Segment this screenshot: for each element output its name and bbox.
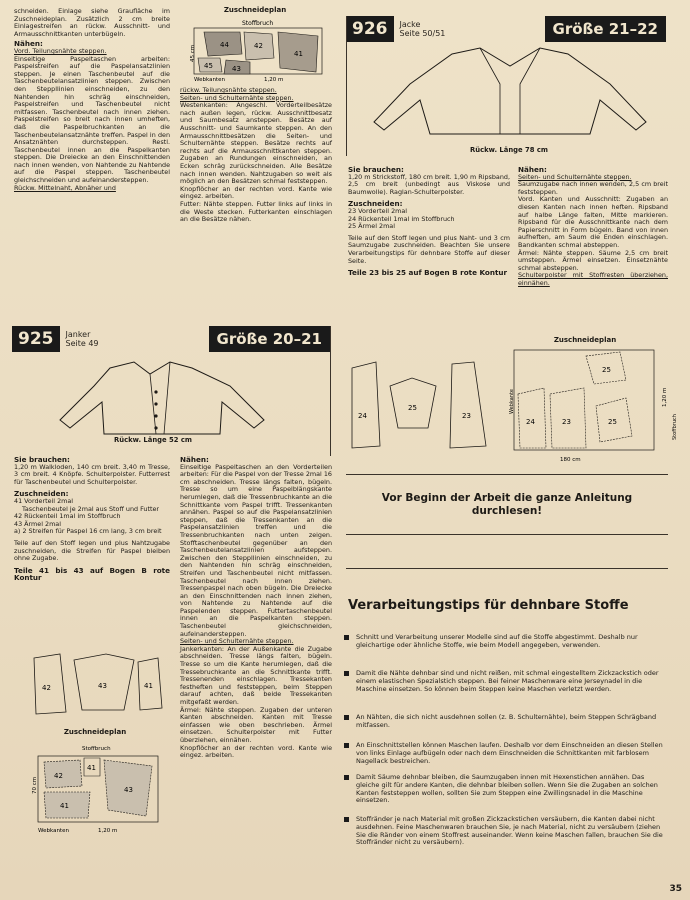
tip-item [344, 714, 666, 730]
step-line: Westenkanten: Angeschl. Vorderteilbesätze nach außen legen, rückw. Ausschnittbesatz und Saumbesatz ansteppen. Besätze auf Ausschnitt- und Saumkante steppen. An den Armausschnittbesätzen die Seiten- und Schulternähte steppen. Besätze rechts auf rechts auf die Armausschnittkanten steppen. Zugaben an Rundungen einschneiden, an Ecken schräg zurückschneiden. Alle Besätze nach innen wenden. Nahtzugaben so weit als möglich an den Besätzen schmal feststeppen. [180, 101, 332, 186]
cut-item: 25 Ärmel 2mal [348, 222, 395, 231]
janker-925-sketch [24, 356, 324, 442]
step-line: Einseitige Paspeltaschen arbeiten: Paspelstreifen auf die Paspelansatzlinien steppen. Je einen Taschenbeutel auf die Taschenbeutelansatzlinien steppen. Zwischen den Steppllinien einschneiden, zu den Nahtenden hin schräg einschneiden, Paspelstreifen und Taschenbeutel nicht mitfassen. Taschenbeutel nach innen ziehen. Paspelstreifen so breit nach innen umheften, daß die Paspelbruchkanten an die Taschenbeutelansatznähte treffen. Paspel in den Ansatznähten durchsteppen. Restl. Taschenbeutel innen an die Paspelkanten steppen. Die Dreiecke an den Einschnittenden nach innen wenden, von Nahtende zu Nahtende auf die Paspel steppen. Taschenbeutel gleichschneiden und aufeinandersteppen. [14, 54, 170, 185]
label-25: 25 [408, 404, 417, 412]
plan-925 [20, 728, 170, 840]
col-925-right [180, 456, 332, 760]
label-width: 1,20 m [264, 77, 284, 83]
tip-item [344, 670, 666, 693]
plan-title: Zuschneideplan [553, 336, 617, 344]
cut-heading: Zuschneiden: [348, 199, 403, 209]
tip-item [344, 634, 666, 650]
label-stoffbruch: Stoffbruch [82, 746, 111, 752]
tip-text: Stoffränder je nach Material mit großen Zickzackstichen versäubern, die Kanten dabei nicht ausdehnen. Feine Maschenwaren brauchen Sie, je nach Material, nicht zu versäubern (ziehen Sie die Ränder von einem Stoffrest auseinander. Wenn keine Maschen fallen, brauchen Sie die Stoffränder nicht zu versäubern). [356, 815, 663, 847]
cutting-plan-926 [500, 344, 678, 468]
header-925 [12, 326, 330, 352]
label-43: 43 [98, 682, 107, 690]
tip-text: Schnitt und Verarbeitung unserer Modelle sind auf die Stoffe abgestimmt. Deshalb nur gleichartige oder ähnliche Stoffe, wie beim Modell angegeben, verwenden. [356, 633, 638, 649]
cut-item: 24 Rückenteil 1mal im Stoffbruch [348, 214, 455, 223]
top-left-column [14, 8, 170, 192]
label-43: 43 [124, 786, 133, 794]
materials-text: 1,20 m Walkloden, 140 cm breit. 3,40 m Tresse, 3 cm breit. 4 Knöpfe. Schulterpolster. Futterrest für Taschenbeutel und Schulterpolster. [14, 462, 170, 486]
tip-text: Damit die Nähte dehnbar sind und nicht reißen, mit schmal eingestelltem Zickzackstich oder einem elastischen Spezialstich steppen. Bei feiner Maschenware eine Jerseynadel in die Maschine einsetzen. So können beim Steppen keine Maschen verletzt werden. [356, 669, 659, 693]
label-width: 1,20 m [98, 828, 118, 834]
model-name: Jacke [399, 20, 421, 29]
sew-heading: Nähen: [180, 455, 209, 464]
label-41: 41 [87, 764, 96, 772]
label-24: 24 [526, 418, 535, 426]
label-42: 42 [42, 684, 51, 692]
page-number: 35 [669, 884, 682, 894]
tips-title: Verarbeitungstips für dehnbare Stoffe [348, 598, 629, 613]
cutting-plan-vest [180, 14, 330, 82]
step-line: Rückw. Mittelnaht, Abnäher und [14, 183, 116, 192]
jacket-926-sketch [360, 44, 660, 148]
materials-heading: Sie brauchen: [348, 165, 404, 174]
bullet-icon [344, 671, 349, 676]
caption-926: Rückw. Länge 78 cm [470, 146, 548, 154]
label-23: 23 [562, 418, 571, 426]
model-size: Größe 20–21 [209, 326, 330, 352]
label-25: 25 [602, 366, 611, 374]
sew-line: Knopflöcher an der rechten vord. Kante wie eingez. arbeiten. [180, 743, 332, 760]
tip-text: An Einschnittstellen können Maschen laufen. Deshalb vor dem Einschneiden an diesen Stellen von links Einlage aufbügeln oder nach dem Einschneiden die Schnittkanten mit farblosem Nagellack bestreichen. [356, 741, 663, 765]
label-height: 45 cm [190, 44, 196, 62]
model-size: Größe 21–22 [545, 16, 666, 42]
label-44: 44 [220, 41, 229, 49]
plan-vest [180, 6, 330, 86]
model-number: 925 [12, 326, 60, 352]
cut-note: Teile auf den Stoff legen und plus Naht- und 3 cm Saumzugabe zuschneiden. Beachten Sie unsere Verarbeitungstips für dehnbare Stoffe auf dieser Seite. [348, 233, 510, 265]
cut-item: 41 Vorderteil 2mal [14, 496, 74, 505]
tip-text: Damit Säume dehnbar bleiben, die Saumzugaben innen mit Hexenstichen annähen. Das gleiche gilt für andere Kanten, die dehnbar bleiben sollen. Wenn Sie die Zugaben an solchen Kanten feststeppen wollen, sollten Sie zum Steppen eine Zwillingsnadel in die Maschine einsetzen. [356, 773, 658, 805]
tip-item [344, 742, 666, 765]
model-name: Janker [65, 330, 91, 339]
sew-line: Ärmel: Nähte steppen. Säume 2,5 cm breit umsteppen. Ärmel einsetzen. Einsetznähte schmal absteppen. [518, 248, 668, 272]
page-ref: Seite 49 [65, 339, 99, 348]
step-line: Futter: Nähte steppen. Futter links auf links in die Weste stecken. Futterkanten einschlagen an die Besätze nähen. [180, 199, 332, 224]
label-webkanten: Webkanten [38, 828, 69, 834]
sew-line: Saumzugabe nach innen wenden, 2,5 cm breit feststeppen. [518, 180, 668, 196]
parts-heading: Teile 41 bis 43 auf Bogen B rote Kontur [14, 565, 170, 583]
label-width: 180 cm [560, 457, 581, 463]
divider [346, 474, 668, 475]
intro-text: schneiden. Einlage siehe Graufläche im Zuschneideplan. Zusätzlich 2 cm breite Einlagestreifen an rückw. Ausschnitt- und Armausschnittkanten unterbügeln. [14, 7, 170, 38]
label-42: 42 [54, 772, 63, 780]
frame-line [330, 326, 331, 456]
step-line: Vord. Teilungsnähte steppen. [14, 46, 107, 55]
tip-item [344, 774, 666, 805]
sew-line: Schulterpolster mit Stoffresten überziehen, einnähen. [518, 271, 668, 287]
cut-note: Teile auf den Stoff legen und plus Nahtzugabe zuschneiden, die Streifen für Paspel bleiben ohne Zugabe. [14, 538, 170, 563]
label-webkanten: Webkanten [194, 77, 225, 83]
materials-heading: Sie brauchen: [14, 455, 70, 464]
col-925-left [14, 456, 170, 582]
step-line: Seiten- und Schulternähte steppen. [180, 93, 294, 102]
divider [346, 534, 668, 535]
label-41: 41 [60, 802, 69, 810]
header-926 [346, 16, 666, 42]
bullet-icon [344, 715, 349, 720]
sew-line: Seiten- und Schulternähte steppen. [518, 172, 632, 181]
sew-line: Vord. Kanten und Ausschnitt: Zugaben an diesen Kanten nach innen heften. Ripsband auf halbe Länge falten, Mitte markieren. Ripsband für die Ausschnittkante nach dem Papierschnitt in Form bügeln. Band von innen aufheften, am Saum die Enden einschlagen. Bandkanten schmal absteppen. [518, 195, 668, 249]
cut-item: 43 Ärmel 2mal [14, 519, 61, 528]
label-stoffbruch: Stoffbruch [242, 20, 274, 27]
label-42: 42 [254, 42, 263, 50]
callout-read-first: Vor Beginn der Arbeit die ganze Anleitung durchlesen! [381, 492, 633, 517]
bullet-icon [344, 743, 349, 748]
sew-line: Einseitige Paspeltaschen an den Vorderteilen arbeiten: Für die Paspel von der Tresse 2mal 16 cm abschneiden. Tresse längs falten, bügeln. Tresse so um eine Paspelblängskante herumlegen, daß die Tressenbruchkante an die Schnittkante vom Paspel trifft. Tressenkanten annähen. Paspel so auf die Paspelansatzlinien steppen, daß die Tressenkanten an die Paspelansatzlinien treffen und die Tressenbruchkanten nach unten zeigen. Stofftaschenbeutel gegenüber an den Taschenbeutelansatzlinien aufsteppen. Zwischen den Steppllinien einschneiden, zu den Nahtenden hin schräg einschneiden, Streifen und Taschenbeutel nicht mitfassen. Taschenbeutel nach innen ziehen. Tressenpaspel nach oben bügeln. Die Dreiecke an den Einschnittenden nach innen ziehen, von Nahtende zu Nahtende auf die Paspelenden steppen. Futtertaschenbeutel innen an die Paspelkanten steppen. Taschenbeutel gleichschneiden, aufeinandersteppen. [180, 462, 332, 638]
label-45: 45 [204, 62, 213, 70]
label-41: 41 [294, 50, 303, 58]
label-height: 70 cm [32, 776, 38, 794]
naehen-heading: Nähen: [14, 39, 43, 49]
label-webkante: Webkante [509, 389, 515, 414]
cut-item: a) 2 Streifen für Paspel 16 cm lang, 3 cm breit [14, 527, 162, 536]
model-number: 926 [346, 16, 394, 42]
label-24: 24 [358, 412, 367, 420]
materials-text: 1,20 m Strickstoff, 180 cm breit. 1,90 m Ripsband, 2,5 cm breit (unbedingt aus Viskose und Baumwolle). Raglan-Schulterpolster. [348, 172, 510, 196]
tip-item [344, 816, 666, 847]
label-23: 23 [462, 412, 471, 420]
label-25: 25 [608, 418, 617, 426]
step-line: rückw. Teilungsnähte steppen. [180, 86, 277, 94]
parts-925 [16, 648, 166, 720]
col-926-left [348, 166, 510, 277]
sew-line: Jankerkanten: An der Außenkante die Zugabe abschneiden. Tresse längs falten, bügeln. Tresse so um die Kante herumlegen, daß die Tressebruchkante an die Schnittkante trifft. Tressenenden einschlagen. Tressekanten festheften und feststeppen, beim Steppen darauf achten, daß beide Tressekanten mitgefaßt werden. [180, 644, 332, 706]
label-stoffbruch: Stoffbruch [672, 414, 678, 440]
bullet-icon [344, 635, 349, 640]
sew-line: Ärmel: Nähte steppen. Zugaben der unteren Kanten abschneiden. Kanten mit Tresse einfassen wie oben beschrieben. Ärmel einsetzen. Schulterpolster mit Futter überziehen, einnähen. [180, 705, 332, 744]
sew-line: Seiten- und Schulternähte steppen. [180, 637, 294, 646]
divider [346, 568, 668, 569]
cutting-plan-925 [20, 736, 170, 836]
col-926-right [518, 166, 668, 288]
bullet-icon [344, 775, 349, 780]
cut-item: Taschenbeutel je 2mal aus Stoff und Futter [22, 504, 160, 513]
label-43: 43 [232, 65, 241, 73]
label-41: 41 [144, 682, 153, 690]
caption-925: Rückw. Länge 52 cm [114, 436, 192, 444]
page-ref: Seite 50/51 [399, 29, 446, 38]
sew-heading: Nähen: [518, 165, 547, 174]
frame-line [346, 16, 347, 156]
cut-item: 42 Rückenteil 1mal im Stoffbruch [14, 512, 121, 521]
cut-item: 23 Vorderteil 2mal [348, 206, 408, 215]
parts-heading: Teile 23 bis 25 auf Bogen B rote Kontur [348, 268, 508, 278]
label-height: 1,20 m [662, 387, 668, 407]
plan-title: Zuschneideplan [223, 6, 287, 14]
cut-heading: Zuschneiden: [14, 489, 69, 499]
top-middle-column [180, 87, 332, 224]
step-line: Knopflöcher an der rechten vord. Kante wie eingez. arbeiten. [180, 184, 332, 201]
plan-926 [500, 336, 678, 472]
parts-926 [346, 356, 496, 454]
plan-title: Zuschneideplan [63, 728, 127, 736]
bullet-icon [344, 817, 349, 822]
tip-text: An Nähten, die sich nicht ausdehnen sollen (z. B. Schulternähte), beim Steppen Schrägband mitfassen. [356, 713, 657, 729]
